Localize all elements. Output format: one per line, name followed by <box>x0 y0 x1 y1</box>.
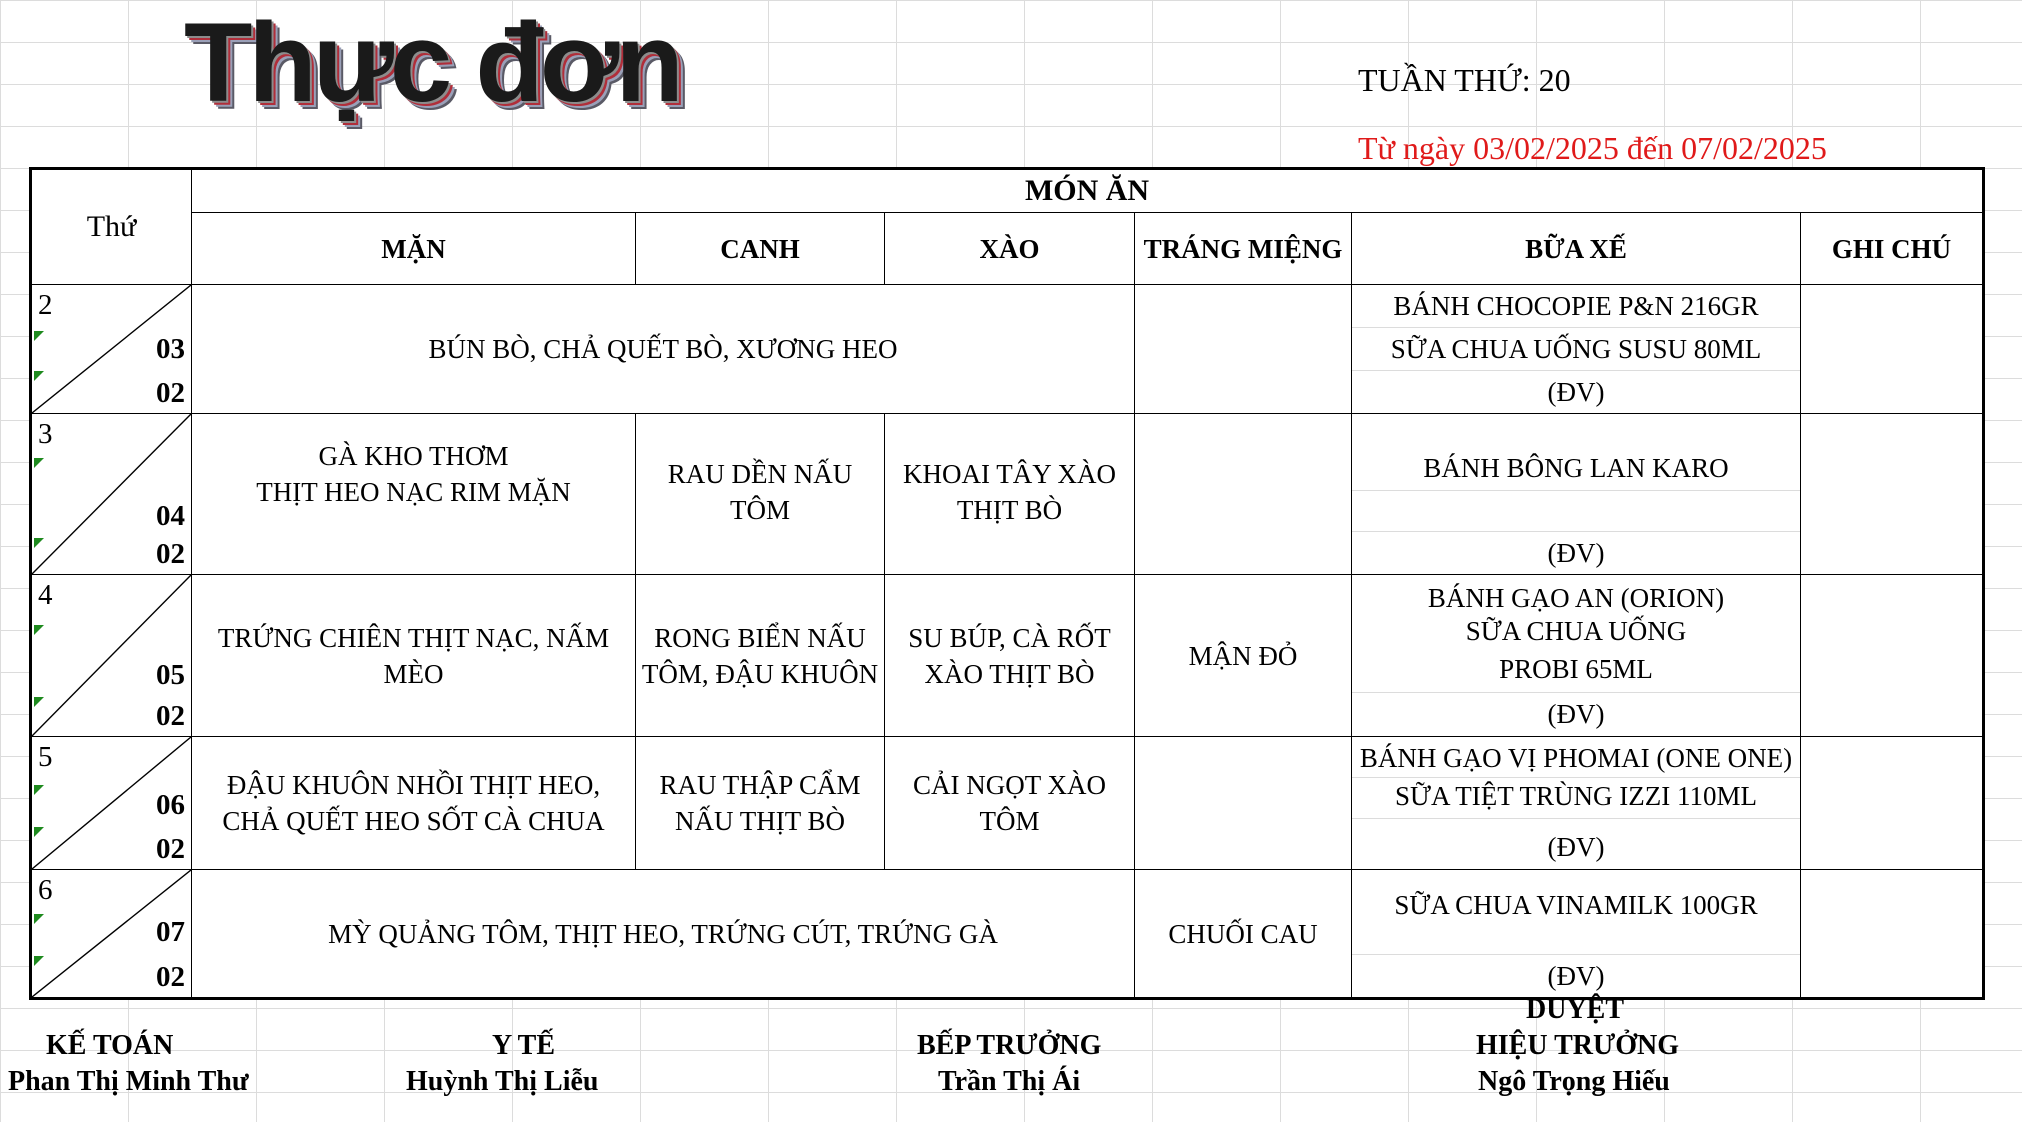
dish-xao <box>885 737 1135 870</box>
dish-line: RAU THẬP CẨM <box>659 770 861 800</box>
cell-marker-icon <box>34 331 44 341</box>
accountant-name: Phan Thị Minh Thư <box>8 1066 249 1097</box>
snack-cell <box>1352 737 1801 870</box>
header-ghi-chu: GHI CHÚ <box>1801 213 1983 285</box>
dessert <box>1135 285 1352 414</box>
table-row <box>32 575 1983 737</box>
snack-cell <box>1352 285 1801 414</box>
cell-marker-icon <box>34 458 44 468</box>
snack-cell <box>1352 870 1801 998</box>
week-number: TUẦN THỨ: 20 <box>1358 62 1571 98</box>
cell-marker-icon <box>34 785 44 795</box>
weekday-number: 5 <box>38 741 53 773</box>
dish-combined: MỲ QUẢNG TÔM, THỊT HEO, TRỨNG CÚT, TRỨNG GÀ <box>192 870 1135 998</box>
month-number: 02 <box>156 833 185 865</box>
day-number: 04 <box>156 500 185 532</box>
dish-man <box>192 414 636 575</box>
dish-line: CẢI NGỌT XÀO <box>913 770 1106 800</box>
dish-line: ĐẬU KHUÔN NHỒI THỊT HEO, <box>226 770 601 800</box>
header-man: MẶN <box>192 213 636 285</box>
day-cell <box>32 870 192 998</box>
weekday-number: 2 <box>38 289 53 321</box>
cell-marker-icon <box>34 697 44 707</box>
dish-line: TÔM <box>730 495 790 525</box>
dish-line: RAU DỀN NẤU <box>667 459 853 489</box>
note-cell <box>1801 285 1983 414</box>
dessert: CHUỐI CAU <box>1135 870 1352 998</box>
day-cell <box>32 737 192 870</box>
dish-line: NẤU THỊT BÒ <box>674 806 845 836</box>
principal-title: HIỆU TRƯỞNG <box>1476 1030 1680 1061</box>
table-row <box>32 414 1983 575</box>
snack-line: SỮA CHUA VINAMILK 100GR <box>1352 870 1800 955</box>
dish-man <box>192 575 636 737</box>
note-cell <box>1801 414 1983 575</box>
day-cell <box>32 575 192 737</box>
cell-marker-icon <box>34 371 44 381</box>
snack-line: BÁNH CHOCOPIE P&N 216GR <box>1352 285 1800 328</box>
dish-line: KHOAI TÂY XÀO <box>903 459 1116 489</box>
month-number: 02 <box>156 538 185 570</box>
header-mon-an: MÓN ĂN <box>192 170 1983 213</box>
weekday-number: 4 <box>38 579 53 611</box>
month-number: 02 <box>156 961 185 993</box>
snack-line: BÁNH BÔNG LAN KARO <box>1352 414 1800 491</box>
month-number: 02 <box>156 700 185 732</box>
dish-line: THỊT BÒ <box>956 495 1063 525</box>
snack-spacer <box>1352 491 1800 532</box>
day-number: 03 <box>156 333 185 365</box>
weekly-menu-table <box>31 169 1983 998</box>
weekday-number: 3 <box>38 418 53 450</box>
snack-line: SỮA TIỆT TRÙNG IZZI 110ML <box>1352 778 1800 819</box>
dessert <box>1135 737 1352 870</box>
snack-line: (ĐV) <box>1547 699 1605 729</box>
snack-cell <box>1352 575 1801 737</box>
chef-name: Trần Thị Ái <box>938 1066 1081 1097</box>
chef-title: BẾP TRƯỞNG <box>917 1030 1102 1061</box>
cell-marker-icon <box>34 956 44 966</box>
header-xao: XÀO <box>885 213 1135 285</box>
principal-name: Ngô Trọng Hiếu <box>1478 1066 1670 1097</box>
month-number: 02 <box>156 377 185 409</box>
dish-canh <box>636 575 885 737</box>
note-cell <box>1801 575 1983 737</box>
header-trang-mieng: TRÁNG MIỆNG <box>1135 213 1352 285</box>
dish-canh <box>636 414 885 575</box>
medical-title: Y TẾ <box>492 1030 556 1061</box>
table-row <box>32 737 1983 870</box>
dish-line: SU BÚP, CÀ RỐT <box>908 622 1111 653</box>
cell-marker-icon <box>34 625 44 635</box>
header-day: Thứ <box>32 170 192 285</box>
day-number: 05 <box>156 659 185 691</box>
header-canh: CANH <box>636 213 885 285</box>
dish-line: XÀO THỊT BÒ <box>924 658 1095 689</box>
approve-label: DUYỆT <box>1526 994 1625 1025</box>
dish-man <box>192 737 636 870</box>
snack-line: (ĐV) <box>1547 377 1605 407</box>
dish-line: MÈO <box>383 658 444 689</box>
snack-line: SỮA CHUA UỐNG SUSU 80ML <box>1352 328 1800 371</box>
note-cell <box>1801 870 1983 998</box>
medical-name: Huỳnh Thị Liễu <box>406 1066 599 1097</box>
cell-marker-icon <box>34 914 44 924</box>
snack-cell <box>1352 414 1801 575</box>
dish-line: TRỨNG CHIÊN THỊT NẠC, NẤM <box>217 622 610 653</box>
date-range: Từ ngày 03/02/2025 đến 07/02/2025 <box>1358 130 1827 166</box>
dish-combined: BÚN BÒ, CHẢ QUẾT BÒ, XƯƠNG HEO <box>192 285 1135 414</box>
dish-line: CHẢ QUẾT HEO SỐT CÀ CHUA <box>222 806 605 836</box>
accountant-title: KẾ TOÁN <box>46 1030 174 1061</box>
snack-line: (ĐV) <box>1547 832 1605 862</box>
dish-line: TÔM, ĐẬU KHUÔN <box>641 658 879 689</box>
snack-line: SỮA CHUA UỐNG <box>1465 616 1687 646</box>
weekday-number: 6 <box>38 874 53 906</box>
snack-line: BÁNH GẠO AN (ORION) <box>1427 583 1725 613</box>
day-cell <box>32 414 192 575</box>
dessert <box>1135 414 1352 575</box>
note-cell <box>1801 737 1983 870</box>
day-cell <box>32 285 192 414</box>
dish-line: TÔM <box>979 806 1040 836</box>
cell-marker-icon <box>34 827 44 837</box>
dish-line: THỊT HEO NẠC RIM MẶN <box>256 477 571 507</box>
dish-line: GÀ KHO THƠM <box>318 441 509 471</box>
snack-line: (ĐV) <box>1547 538 1605 568</box>
snack-line: PROBI 65ML <box>1352 650 1800 693</box>
dessert: MẬN ĐỎ <box>1135 575 1352 737</box>
snack-line: BÁNH GẠO VỊ PHOMAI (ONE ONE) <box>1352 737 1800 778</box>
dish-xao <box>885 575 1135 737</box>
day-number: 06 <box>156 789 185 821</box>
cell-marker-icon <box>34 538 44 548</box>
menu-logo-title: Thực đơn <box>184 0 680 125</box>
dish-xao <box>885 414 1135 575</box>
snack-line: (ĐV) <box>1547 961 1605 991</box>
dish-canh <box>636 737 885 870</box>
table-row <box>32 285 1983 414</box>
table-row <box>32 870 1983 998</box>
dish-line: RONG BIỂN NẤU <box>654 622 866 653</box>
day-number: 07 <box>156 916 185 948</box>
header-bua-xe: BỮA XẾ <box>1352 213 1801 285</box>
